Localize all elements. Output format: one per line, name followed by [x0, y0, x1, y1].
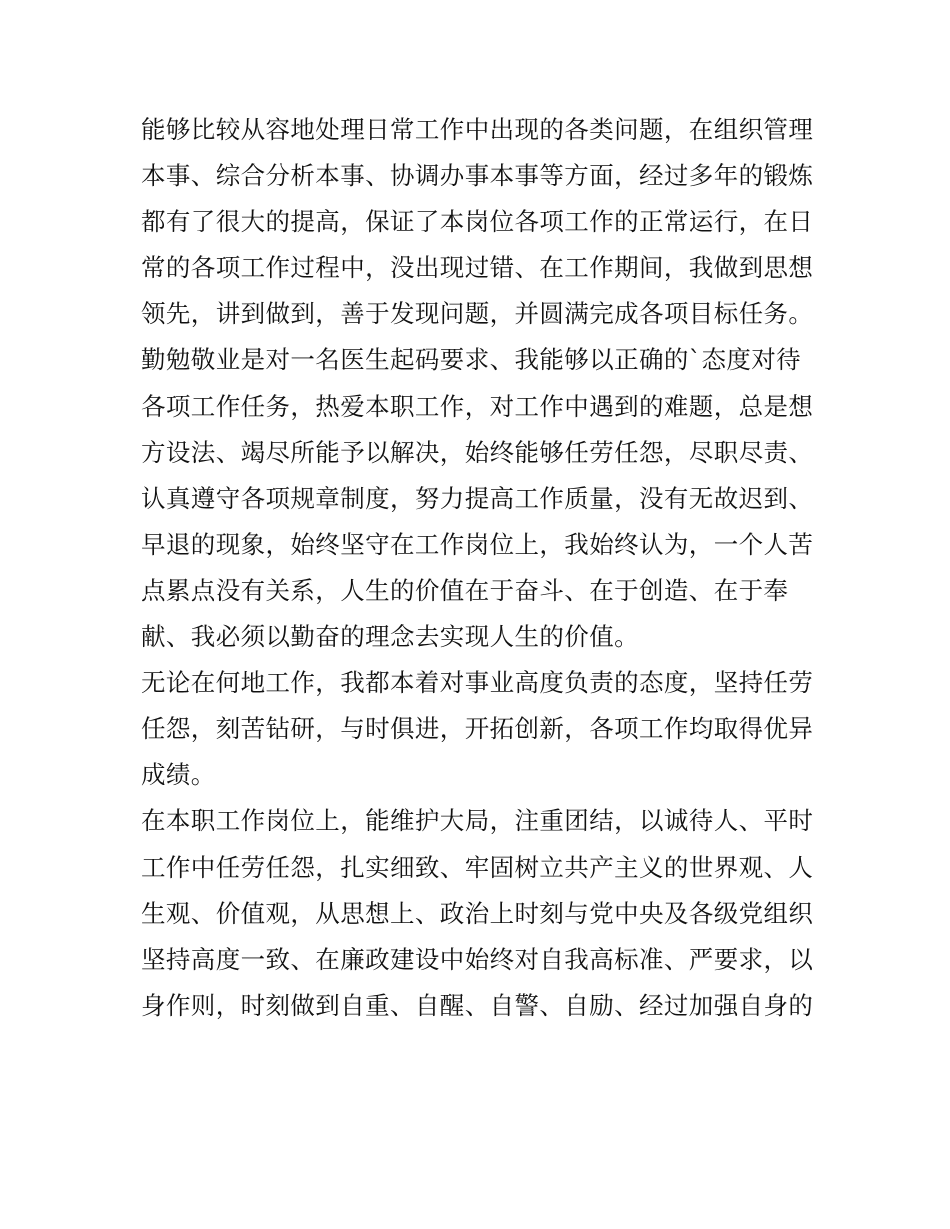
text-line: 献、我必须以勤奋的理念去实现人生的价值。 [141, 622, 639, 652]
text-line: 身作则，时刻做到自重、自醒、自警、自励、经过加强自身的 [141, 990, 814, 1020]
text-line: 常的各项工作过程中，没出现过错、在工作期间，我做到思想 [141, 253, 814, 283]
text-line: 无论在何地工作，我都本着对事业高度负责的态度，坚持任劳 [141, 668, 814, 698]
text-line: 本事、综合分析本事、协调办事本事等方面，经过多年的锻炼 [141, 161, 814, 191]
text-line: 成绩。 [141, 760, 216, 790]
text-line: 领先，讲到做到，善于发现问题，并圆满完成各项目标任务。 [141, 299, 814, 329]
text-line: 认真遵守各项规章制度，努力提高工作质量，没有无故迟到、 [141, 483, 814, 513]
text-line: 各项工作任务，热爱本职工作，对工作中遇到的难题，总是想 [141, 391, 814, 421]
text-line: 早退的现象，始终坚守在工作岗位上，我始终认为，一个人苦 [141, 529, 814, 559]
text-line: 在本职工作岗位上，能维护大局，注重团结，以诚待人、平时 [141, 806, 814, 836]
text-line: 生观、价值观，从思想上、政治上时刻与党中央及各级党组织 [141, 898, 814, 928]
text-line: 坚持高度一致、在廉政建设中始终对自我高标准、严要求，以 [141, 944, 814, 974]
text-line: 方设法、竭尽所能予以解决，始终能够任劳任怨，尽职尽责、 [141, 437, 814, 467]
text-line: 工作中任劳任怨，扎实细致、牢固树立共产主义的世界观、人 [141, 852, 814, 882]
body-text [141, 107, 821, 1029]
text-line: 点累点没有关系，人生的价值在于奋斗、在于创造、在于奉 [141, 575, 789, 605]
text-line: 都有了很大的提高，保证了本岗位各项工作的正常运行，在日 [141, 207, 814, 237]
text-line: 勤勉敬业是对一名医生起码要求、我能够以正确的`态度对待 [141, 345, 802, 375]
text-line: 任怨，刻苦钻研，与时俱进，开拓创新，各项工作均取得优异 [141, 714, 814, 744]
text-line: 能够比较从容地处理日常工作中出现的各类问题，在组织管理 [141, 115, 814, 144]
